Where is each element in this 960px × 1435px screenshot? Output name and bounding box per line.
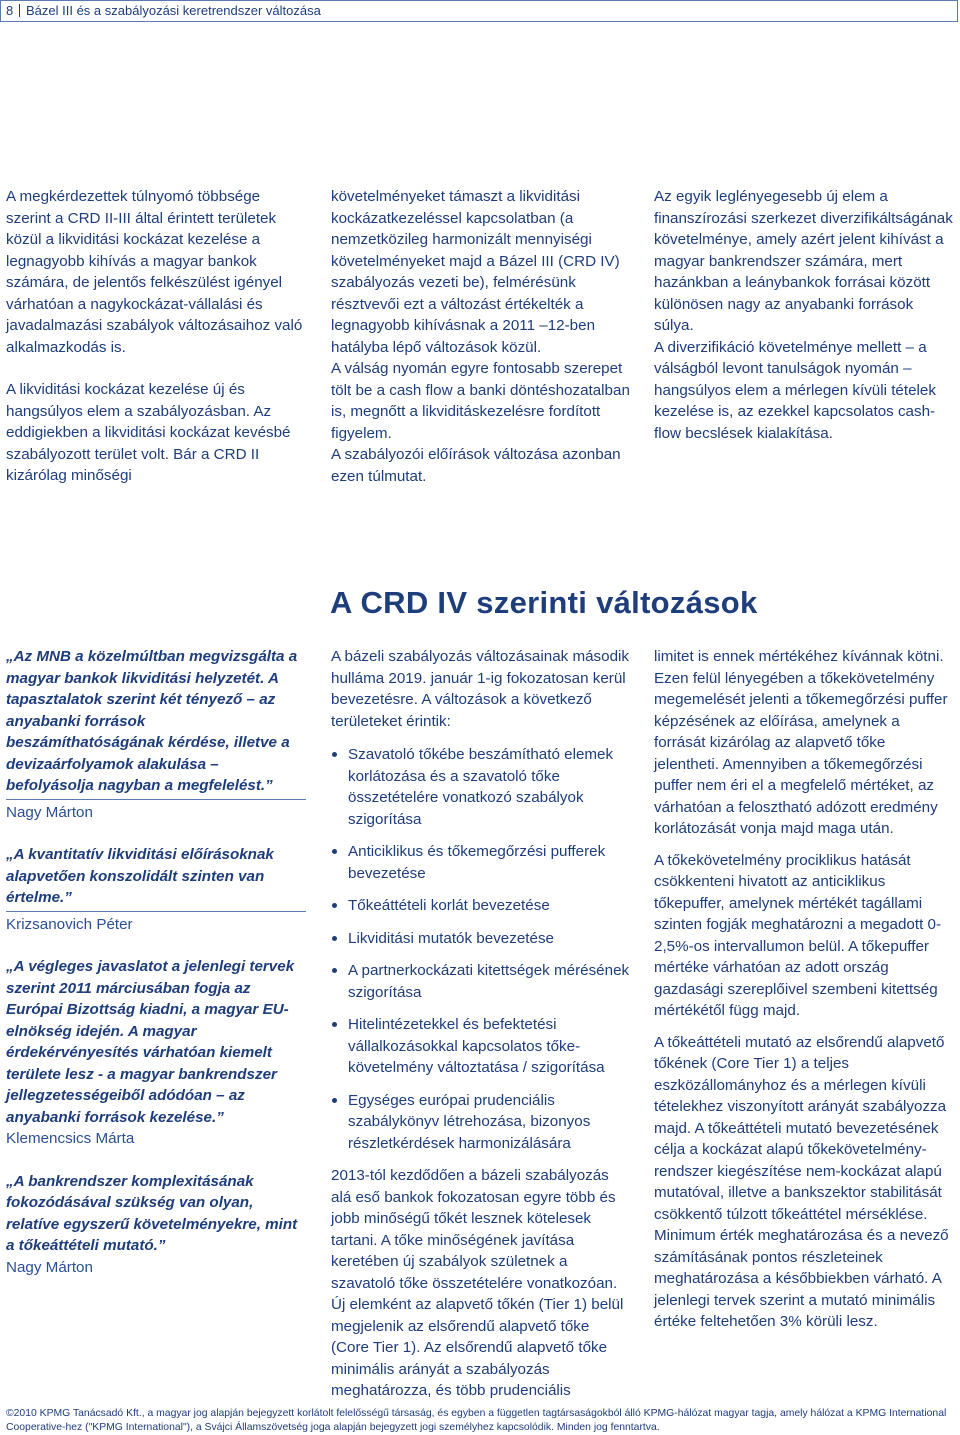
paragraph: 2013-tól kezdődően a bázeli szabályozás alá eső bankok fokozatosan egyre több és jobb minőségű tőkét lesznek kötelesek tartani. A tőke minőségének javítása keretében új szabályok születnek a szavatoló tőke összetételére vonatkozóan. Új elemként az alapvető tőkén (Tier 1) belül megjelenik az elsőrendű alapvető tőke (Core Tier 1). Az elsőrendű alapvető tőke minimális arányát a szabályozás meghatározza, és több prudenciális [331, 1167, 624, 1399]
paragraph: követelményeket támaszt a likviditási kockázatkezeléssel kapcsolatban (a nemzetközileg harmonizált mennyiségi követelményeket majd a Bázel III (CRD IV) szabályozás vezeti be), felmérésünk résztvevői ezt a változást értékelték a legnagyobb kihívásnak a 2011 –12-ben hatályba lépő változások közül. [331, 188, 620, 356]
quote-block [6, 1171, 306, 1279]
quote-author: Nagy Márton [6, 803, 93, 821]
quote-divider [6, 799, 306, 800]
paragraph: A likviditási kockázat kezelése új és hangsúlyos elem a szabályozásban. Az eddigiekben a likviditási kockázat kevésbé szabályozott terület volt. Bár a CRD II kizárólag minőségi [6, 381, 291, 484]
quote-text: „A kvantitatív likviditási előírásoknak alapvetően konszolidált szinten van értelme.” [6, 846, 274, 906]
quote-author: Klemencsics Márta [6, 1130, 135, 1147]
quote-text: „A végleges javaslatot a jelenlegi tervek szerint 2011 márciusában fogja az Európai Bizottság kiadni, a magyar EU-elnökség idején. A magyar érdekérvényesítés várhatóan kiemelt területe lesz - a magyar bankrendszer jellegzetességeiből adódóan – az anyabanki források kezelése.” [6, 958, 295, 1126]
list-item: Egységes európai prudenciális szabálykönyv létrehozása, bizonyos részletkérdések harmonizálására [331, 1090, 631, 1155]
page-number: 8 [6, 3, 14, 18]
paragraph: A tőkeáttételi mutató az elsőrendű alapvető tőkének (Core Tier 1) a teljes eszközállományhoz és a mérlegen kívüli tételekhez viszonyított arányát szabályozza majd. A tőkeáttételi mutató bevezetésének célja a kockázat alapú tőkekövetelmény-rendszer kiegészítése nem-kockázat alapú mutatóval, illetve a bankszektor stabilitását csökkentő túlzott tőkeáttétel mérséklése. Minimum érték meghatározása és a nevező számításának pontos részleteinek meghatározása a későbbiekben várható. A jelenlegi tervek szerint a mutató minimális értéke feltehetően 3% körüli lesz. [654, 1033, 949, 1330]
main-column-2 [331, 646, 631, 1402]
list-item: A partnerkockázati kitettségek mérésének szigorítása [331, 960, 631, 1003]
intro-column-3 [654, 186, 954, 444]
list-item: Tőkeáttételi korlát bevezetése [331, 895, 631, 917]
paragraph: A tőkekövetelmény prociklikus hatását csökkenteni hivatott az anticiklikus tőkepuffer, amelynek mértékét tagállami szinten fogják meghatározni a megadott 0-2,5%-os intervallumon belül. A tőkepuffer mértéke várhatóan az adott ország gazdasági szereplőivel szembeni kitettség mértékétől függ majd. [654, 851, 942, 1019]
running-title: Bázel III és a szabályozási keretrendszer változása [26, 3, 321, 18]
quote-author: Krizsanovich Péter [6, 915, 133, 933]
list-item: Hitelintézetekkel és befektetési vállalkozásokkal kapcsolatos tőke-követelmény változtatása / szigorítása [331, 1014, 631, 1079]
paragraph: A diverzifikáció követelménye mellett – a válságból levont tanulságok nyomán – hangsúlyos elem a mérlegen kívüli tételek kezelése is, az ezekkel kapcsolatos cash-flow becslések kialakítása. [654, 338, 936, 442]
paragraph: limitet is ennek mértékéhez kívánnak kötni. Ezen felül lényegében a tőkekövetelmény megemelését jelenti a tőkemegőrzési puffer képzésének az előírása, amelynek a forrását kizárólag az alapvető tőke jelentheti. Amennyiben a tőkemegőrzési puffer nem éri el a megfelelő mértéket, az várhatóan a felosztható adózott eredmény korlátozását vonja majd maga után. [654, 648, 948, 837]
list-item: Anticiklikus és tőkemegőrzési pufferek bevezetése [331, 841, 631, 884]
list-item: Szavatoló tőkébe beszámítható elemek korlátozása és a szavatoló tőke összetételére vonatkozó szabályok szigorítása [331, 744, 631, 830]
quote-text: „Az MNB a közelmúltban megvizsgálta a magyar bankok likviditási helyzetét. A tapasztalatok szerint két tényező – az anyabanki források beszámíthatóságának kérdése, illetve a devizaárfolyamok alakulása – befolyásolja nagyban a megfelelést.” [6, 648, 298, 794]
quote-text: „A bankrendszer komplexitásának fokozódásával szükség van olyan, relatíve egyszerű követelményekre, mint a tőkeáttételi mutató.” [6, 1172, 298, 1254]
quote-divider [6, 911, 306, 912]
intro-column-2 [331, 186, 631, 487]
copyright-footer: ©2010 KPMG Tanácsadó Kft., a magyar jog alapján bejegyzett korlátolt felelősségű társaság, és egyben a független tagtársaságokból álló KPMG-hálózat magyar tagja, amely hálózat a KPMG International Cooperative-hez ("KPMG International"), a Svájci Államszövetség joga alapján bejegyzett jogi személyhez kapcsolódik. Minden jog fenntartva. [6, 1408, 947, 1433]
quotes-column [6, 646, 306, 1299]
paragraph: A megkérdezettek túlnyomó többsége szerint a CRD II-III által érintett területek közül a likviditási kockázat kezelése a legnagyobb kihívás a magyar bankok számára, de jelentős felkészülést igényel várhatóan a nagykockázat-vállalási és javadalmazási szabályok változásaihoz való alkalmazkodás is. [6, 188, 303, 356]
header-divider [19, 4, 20, 17]
intro-column-1 [6, 186, 306, 487]
main-column-3 [654, 646, 954, 1333]
paragraph: A szabályozói előírások változása azonban ezen túlmutat. [331, 446, 621, 485]
paragraph: A válság nyomán egyre fontosabb szerepet tölt be a cash flow a banki döntéshozatalban is, megnőtt a likviditáskezelésre fordított figyelem. [331, 360, 630, 442]
list-item: Likviditási mutatók bevezetése [331, 928, 631, 950]
section-heading: A CRD IV szerinti változások [330, 585, 758, 620]
quote-block [6, 646, 306, 823]
paragraph: Az egyik leglényegesebb új elem a finanszírozási szerkezet diverzifikáltságának követelménye, amely azért jelent kihívást a magyar bankrendszer számára, mert hazánkban a leánybankok forrásai között különösen nagy az anyabanki források súlya. [654, 188, 953, 334]
paragraph: A bázeli szabályozás változásainak második hulláma 2019. január 1-ig fokozatosan kerül bevezetésre. A változások a következő területeket érintik: [331, 648, 630, 730]
quote-block [6, 956, 306, 1150]
quote-author: Nagy Márton [6, 1258, 93, 1276]
change-list [331, 744, 631, 1154]
quote-block [6, 844, 306, 935]
